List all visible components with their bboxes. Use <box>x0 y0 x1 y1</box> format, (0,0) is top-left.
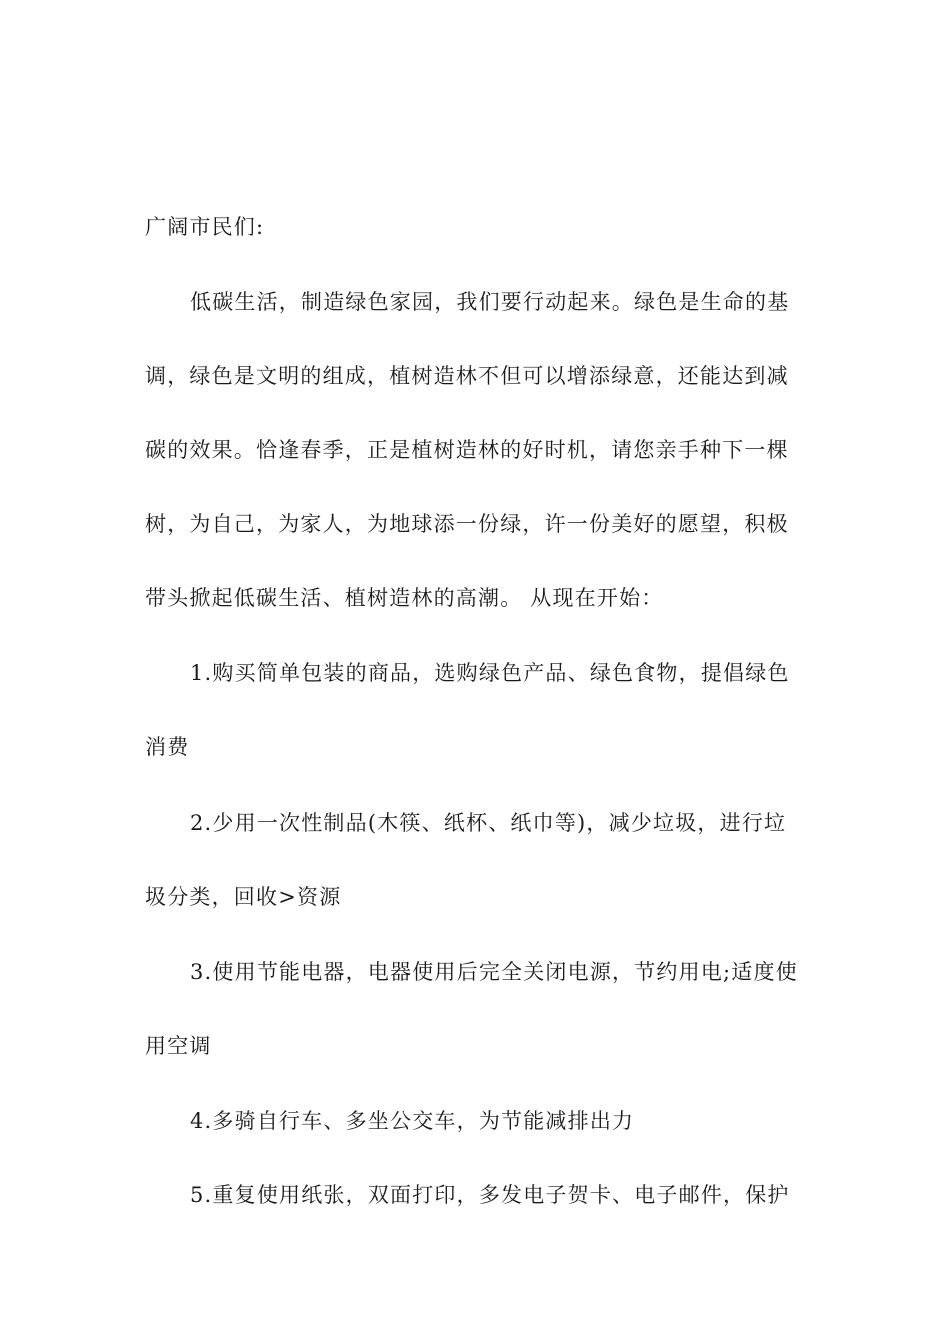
list-item-4-line: 4.多骑自行车、多坐公交车，为节能减排出力 <box>190 1109 635 1133</box>
list-item-1-line: 1.购买简单包装的商品，选购绿色产品、绿色食物，提倡绿色 <box>190 661 790 685</box>
list-item-3-line: 用空调 <box>145 1034 212 1058</box>
paragraph-line: 碳的效果。恰逢春季，正是植树造林的好时机，请您亲手种下一棵 <box>145 438 789 462</box>
list-item-1-line: 消费 <box>145 735 190 759</box>
paragraph-line: 调，绿色是文明的组成，植树造林不但可以增添绿意，还能达到减 <box>145 364 789 388</box>
paragraph-line: 树，为自己，为家人，为地球添一份绿，许一份美好的愿望，积极 <box>145 512 789 536</box>
salutation: 广阔市民们: <box>145 215 265 239</box>
list-item-2-line: 圾分类，回收>资源 <box>145 885 342 909</box>
paragraph-line: 低碳生活，制造绿色家园，我们要行动起来。绿色是生命的基 <box>190 290 790 314</box>
list-item-3-line: 3.使用节能电器，电器使用后完全关闭电源，节约用电;适度使 <box>190 960 798 984</box>
list-item-2-line: 2.少用一次性制品(木筷、纸杯、纸巾等)，减少垃圾，进行垃 <box>190 811 787 835</box>
paragraph-line: 带头掀起低碳生活、植树造林的高潮。 从现在开始： <box>145 586 664 610</box>
list-item-5-line: 5.重复使用纸张，双面打印，多发电子贺卡、电子邮件，保护 <box>190 1183 790 1207</box>
